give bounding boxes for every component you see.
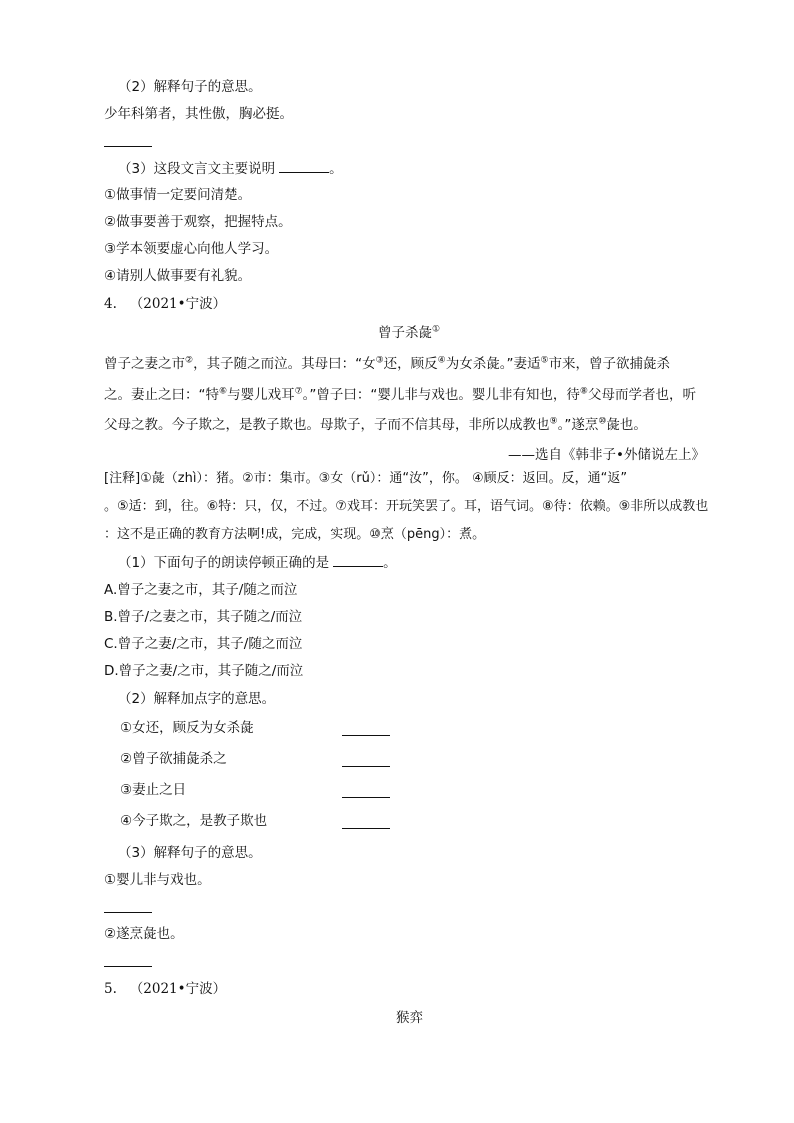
citation: ——选自《韩非子•外储说左上》 [508, 447, 705, 463]
word-item: ①女还，顾反为女杀彘 [120, 720, 254, 736]
sentence-text: ①婴儿非与戏也。 [104, 872, 211, 888]
option-text: ②做事要善于观察，把握特点。 [104, 214, 292, 230]
passage-line: 曾子之妻之市②，其子随之而泣。其母曰：“女③还，顾反④为女杀彘。”妻适⑤市来，曾子欲捕彘杀 [104, 355, 671, 372]
word-item: ④今子欺之，是教子欺也 [120, 813, 268, 829]
answer-line[interactable] [342, 828, 390, 829]
choice-b: B.曾子/之妻之市，其子随之/而泣 [104, 609, 303, 625]
word-item: ②曾子欲捕彘杀之 [120, 751, 227, 767]
option-text: ③学本领要虚心向他人学习。 [104, 241, 279, 257]
passage-title: 曾子杀彘① [378, 324, 441, 341]
question-source: （2021•宁波） [129, 981, 227, 997]
question-label: （1）下面句子的朗读停顿正确的是 。 [118, 555, 397, 571]
sentence-text: ②遂烹彘也。 [104, 926, 184, 942]
passage-title: 猴弈 [396, 1010, 423, 1026]
sentence-text: 少年科第者，其性傲，胸必挺。 [104, 106, 293, 122]
answer-line[interactable] [104, 912, 152, 913]
answer-line[interactable] [342, 766, 390, 767]
answer-line[interactable] [104, 966, 152, 967]
answer-line[interactable] [104, 146, 152, 147]
question-label: （3）解释句子的意思。 [118, 845, 262, 861]
choice-c: C.曾子之妻/之市，其子/随之而泣 [104, 636, 303, 652]
note-text: ：这不是正确的教育方法啊!成，完成，实现。⑩烹（pēng）：煮。 [104, 527, 486, 542]
question-number: 4. [104, 296, 117, 312]
word-item: ③妻止之日 [120, 782, 187, 798]
question-header [104, 979, 226, 999]
choice-d: D.曾子之妻/之市，其子随之/而泣 [104, 663, 304, 679]
question-header [104, 294, 226, 314]
answer-blank[interactable] [279, 160, 329, 173]
note-text: [注释]①彘（zhì）：猪。②市：集市。③女（rǔ）：通“汝”，你。 ④顾反：返回。反，通“返” [104, 471, 628, 486]
answer-line[interactable] [342, 735, 390, 736]
choice-a: A.曾子之妻之市，其子/随之而泣 [104, 582, 298, 598]
option-text: ①做事情一定要问清楚。 [104, 187, 252, 203]
option-text: ④请别人做事要有礼貌。 [104, 268, 252, 284]
answer-line[interactable] [342, 797, 390, 798]
question-label: （3）这段文言文主要说明 。 [118, 161, 343, 177]
answer-blank[interactable] [333, 554, 383, 567]
passage-line: 之。妻止之曰：“特⑥与婴儿戏耳⑦。”曾子曰：“婴儿非与戏也。婴儿非有知也，待⑧父母而学者也，听 [104, 386, 696, 403]
question-source: （2021•宁波） [129, 296, 227, 312]
question-label: （2）解释加点字的意思。 [118, 691, 276, 707]
note-text: 。⑤适：到，往。⑥特：只，仅，不过。⑦戏耳：开玩笑罢了。耳，语气词。⑧待：依赖。⑨非所以成教也 [104, 499, 709, 514]
question-label: （2）解释句子的意思。 [118, 79, 262, 95]
passage-line: 父母之教。今子欺之，是教子欺也。母欺子，子而不信其母，非所以成教也⑨。”遂烹⑩彘也。 [104, 416, 647, 433]
question-number: 5. [104, 981, 117, 997]
